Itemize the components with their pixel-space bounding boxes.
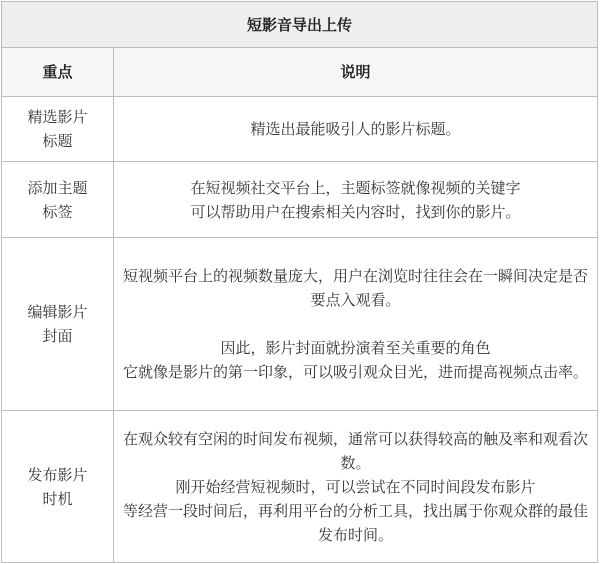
row-description [114, 162, 598, 238]
description-paragraph: 精选出最能吸引人的影片标题。 [250, 120, 461, 138]
header-key: 重点 [2, 48, 114, 97]
table-row [2, 97, 598, 162]
table-title: 短影音导出上传 [2, 2, 598, 48]
row-description [114, 238, 598, 411]
row-key: 添加主题标签 [2, 162, 114, 238]
table-row [2, 238, 598, 411]
description-paragraph: 可以帮助用户在搜索相关内容时，找到你的影片。 [190, 202, 521, 221]
row-key: 发布影片时机 [2, 411, 114, 563]
table-row [2, 411, 598, 563]
header-description: 说明 [114, 48, 598, 97]
row-description [114, 411, 598, 563]
row-description [114, 97, 598, 162]
row-key: 编辑影片封面 [2, 238, 114, 411]
description-paragraph: 刚开始经营短视频时，可以尝试在不同时间段发布影片 [175, 477, 536, 496]
description-paragraph: 在短视频社交平台上，主题标签就像视频的关键字 [190, 178, 521, 197]
description-paragraph: 因此，影片封面就扮演着至关重要的角色 [220, 339, 491, 357]
description-paragraph: 在观众较有空闲的时间发布视频，通常可以获得较高的触及率和观看次数。 [122, 429, 588, 472]
upload-guide-table [1, 1, 598, 563]
row-key: 精选影片标题 [2, 97, 114, 162]
description-paragraph: 等经营一段时间后，再利用平台的分析工具，找出属于你观众群的最佳发布时间。 [122, 501, 588, 544]
table-row [2, 162, 598, 238]
description-paragraph: 短视频平台上的视频数量庞大，用户在浏览时往往会在一瞬间决定是否要点入观看。 [122, 267, 588, 309]
description-paragraph: 它就像是影片的第一印象，可以吸引观众目光，进而提高视频点击率。 [122, 363, 588, 381]
paragraph-spacer [122, 312, 589, 336]
